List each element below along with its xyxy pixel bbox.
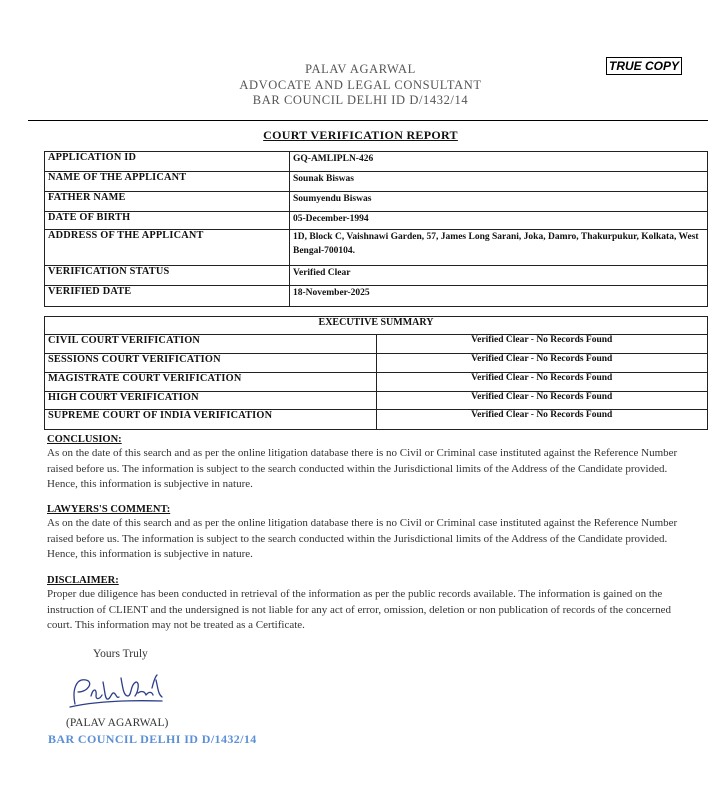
- detail-label: APPLICATION ID: [45, 152, 290, 172]
- summary-label: MAGISTRATE COURT VERIFICATION: [45, 373, 377, 392]
- summary-value: Verified Clear - No Records Found: [376, 373, 708, 392]
- summary-label: SESSIONS COURT VERIFICATION: [45, 354, 377, 373]
- lawyers-comment-section: [47, 503, 697, 563]
- detail-value: 1D, Block C, Vaishnawi Garden, 57, James Long Sarani, Joka, Damro, Thakurpukur, Kolkata, West Bengal-700104.: [290, 230, 708, 266]
- summary-value: Verified Clear - No Records Found: [376, 392, 708, 410]
- detail-value: 05-December-1994: [290, 212, 708, 230]
- advocate-designation: ADVOCATE AND LEGAL CONSULTANT: [239, 77, 482, 92]
- table-row: [45, 286, 708, 307]
- signatory-name: (PALAV AGARWAL): [66, 717, 169, 729]
- table-row: [45, 192, 708, 212]
- letterhead: [0, 62, 721, 109]
- detail-label: NAME OF THE APPLICANT: [45, 172, 290, 192]
- table-row: [45, 266, 708, 286]
- detail-value: Sounak Biswas: [290, 172, 708, 192]
- table-row: [45, 172, 708, 192]
- conclusion-text: As on the date of this search and as per the online litigation database there is no Civil or Criminal case instituted against the Reference Number raised before us. The information is subject to the search conducted within the Jurisdictional limits of the Address of the Candidate provided. Hence, this information is subjective in nature.: [47, 447, 678, 490]
- detail-value: 18-November-2025: [290, 286, 708, 307]
- conclusion-heading: CONCLUSION:: [47, 434, 122, 445]
- detail-label: VERIFIED DATE: [45, 286, 290, 307]
- table-row: [45, 373, 708, 392]
- detail-value: Verified Clear: [290, 266, 708, 286]
- lawyers-comment-heading: LAWYERS'S COMMENT:: [47, 504, 171, 515]
- table-row: [45, 230, 708, 266]
- advocate-bar-id: BAR COUNCIL DELHI ID D/1432/14: [252, 93, 469, 107]
- executive-summary-table: [44, 316, 708, 430]
- advocate-name: PALAV AGARWAL: [305, 62, 416, 76]
- summary-label: CIVIL COURT VERIFICATION: [45, 335, 377, 354]
- header-divider: [28, 120, 708, 121]
- handwritten-signature: [66, 670, 166, 717]
- closing-salutation: Yours Truly: [93, 648, 148, 660]
- true-copy-stamp: TRUE COPY: [606, 57, 682, 75]
- detail-label: VERIFICATION STATUS: [45, 266, 290, 286]
- table-row: [45, 317, 708, 335]
- table-row: [45, 212, 708, 230]
- summary-value: Verified Clear - No Records Found: [376, 410, 708, 430]
- disclaimer-text: Proper due diligence has been conducted in retrieval of the information as per the public records available. The information is gained on the instruction of CLIENT and the undersigned is not liable for any act of error, omission, deletion or non publication of records of the concerned court. This information may not be treated as a Certificate.: [47, 588, 672, 631]
- summary-value: Verified Clear - No Records Found: [376, 335, 708, 354]
- executive-summary-title: EXECUTIVE SUMMARY: [45, 317, 708, 335]
- table-row: [45, 152, 708, 172]
- applicant-details-table: [44, 151, 708, 307]
- summary-label: SUPREME COURT OF INDIA VERIFICATION: [45, 410, 377, 430]
- detail-label: DATE OF BIRTH: [45, 212, 290, 230]
- detail-label: FATHER NAME: [45, 192, 290, 212]
- summary-value: Verified Clear - No Records Found: [376, 354, 708, 373]
- detail-value: GQ-AMLIPLN-426: [290, 152, 708, 172]
- table-row: [45, 410, 708, 430]
- table-row: [45, 392, 708, 410]
- conclusion-section: [47, 433, 697, 493]
- report-title: COURT VERIFICATION REPORT: [263, 128, 458, 142]
- lawyers-comment-text: As on the date of this search and as per the online litigation database there is no Civil or Criminal case instituted against the Reference Number raised before us. The information is subject to the search conducted within the Jurisdictional limits of the Address of the Candidate provided. Hence, this information is subjective in nature.: [47, 517, 678, 560]
- detail-value: Soumyendu Biswas: [290, 192, 708, 212]
- disclaimer-section: [47, 574, 697, 634]
- signatory-bar-id: BAR COUNCIL DELHI ID D/1432/14: [48, 732, 257, 746]
- summary-label: HIGH COURT VERIFICATION: [45, 392, 377, 410]
- table-row: [45, 354, 708, 373]
- detail-label: ADDRESS OF THE APPLICANT: [45, 230, 290, 266]
- disclaimer-heading: DISCLAIMER:: [47, 575, 119, 586]
- table-row: [45, 335, 708, 354]
